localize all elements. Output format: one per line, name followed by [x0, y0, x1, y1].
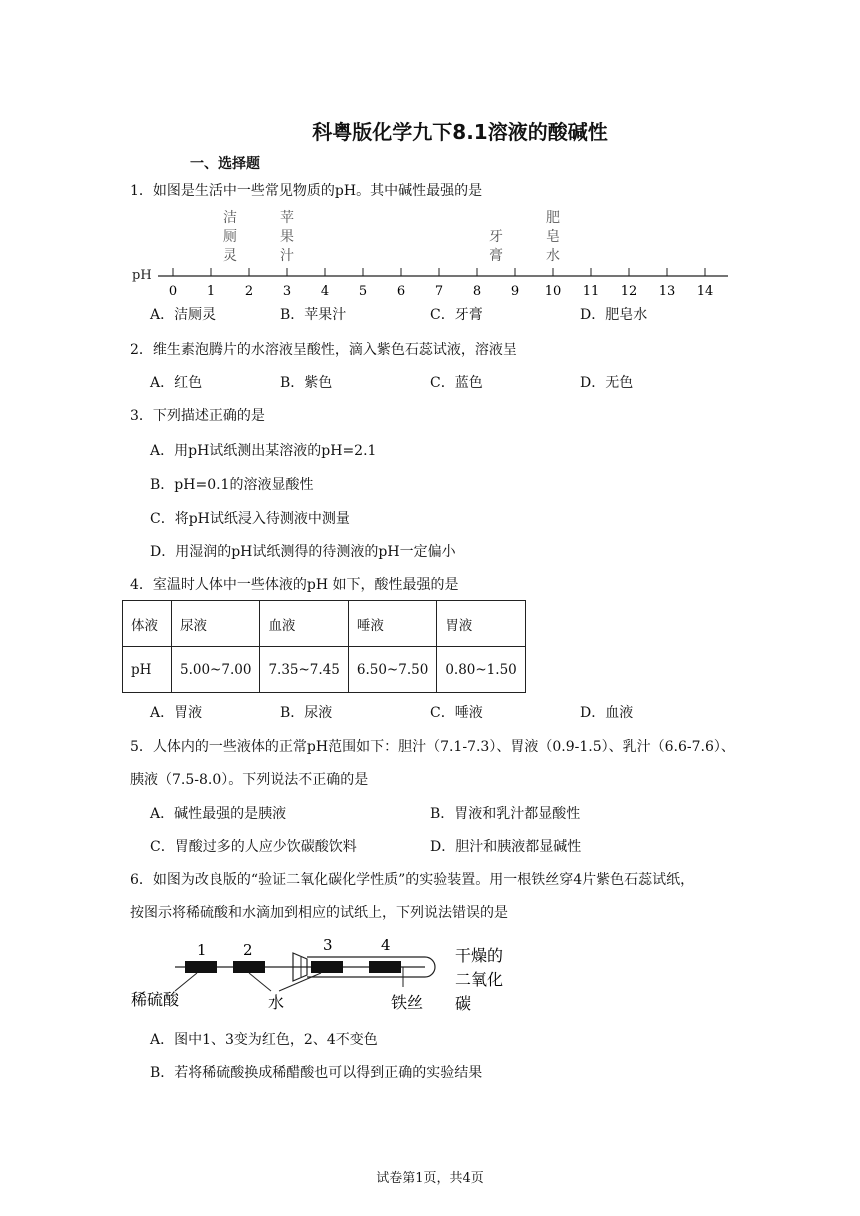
body-fluid-ph-table [122, 600, 526, 693]
q4-option-a[interactable]: A．胃液 [150, 705, 203, 721]
pointer-acid [175, 973, 197, 991]
question-1-stem: 1．如图是生活中一些常见物质的pH。其中碱性最强的是 [130, 183, 483, 199]
litmus-paper-3 [311, 961, 343, 973]
ph-tick-label: 12 [620, 284, 638, 299]
ph-substance-label: 灵 [223, 248, 237, 264]
litmus-paper-4 [369, 961, 401, 973]
ph-axis-label: pH [132, 268, 152, 283]
q6-option-b[interactable]: B．若将稀硫酸换成稀醋酸也可以得到正确的实验结果 [150, 1065, 483, 1081]
q1-option-a[interactable]: A．洁厕灵 [150, 307, 217, 323]
ph-tick-label: 7 [434, 284, 444, 299]
q2-option-b[interactable]: B．紫色 [280, 375, 333, 391]
q3-option-b[interactable]: B．pH=0.1的溶液显酸性 [150, 477, 314, 493]
ph-tick-label: 9 [510, 284, 520, 299]
ph-tick-label: 2 [244, 284, 254, 299]
question-5-stem-line2: 胰液（7.5-8.0）。下列说法不正确的是 [130, 772, 369, 788]
ph-substance-label: 膏 [489, 248, 503, 264]
q4-option-b[interactable]: B．尿液 [280, 705, 333, 721]
label-iron-wire: 铁丝 [391, 993, 424, 1012]
q5-option-b[interactable]: B．胃液和乳汁都显酸性 [430, 806, 581, 822]
table-cell: 5.00~7.00 [172, 647, 260, 693]
table-cell: 尿液 [172, 601, 260, 647]
ph-substance-label: 肥 [546, 210, 560, 226]
ph-substance-label: 厕 [223, 229, 237, 245]
question-5-stem-line1: 5．人体内的一些液体的正常pH范围如下：胆汁（7.1-7.3）、胃液（0.9-1.5）、乳汁（6.6-7.6）、 [130, 739, 735, 755]
paper-number-3: 3 [323, 936, 333, 954]
q5-option-d[interactable]: D．胆汁和胰液都显碱性 [430, 839, 582, 855]
paper-number-2: 2 [243, 941, 253, 959]
q1-option-c[interactable]: C．牙膏 [430, 307, 483, 323]
q3-option-d[interactable]: D．用湿润的pH试纸测得的待测液的pH一定偏小 [150, 544, 456, 560]
q1-option-b[interactable]: B．苹果汁 [280, 307, 347, 323]
table-cell: 体液 [123, 601, 172, 647]
table-cell: 7.35~7.45 [260, 647, 348, 693]
q2-option-a[interactable]: A．红色 [150, 375, 203, 391]
label-dry-co2-line3: 碳 [455, 994, 472, 1013]
table-cell: 唾液 [348, 601, 436, 647]
page-title: 科粤版化学九下8.1溶液的酸碱性 [312, 120, 608, 144]
table-cell: 胃液 [437, 601, 525, 647]
q2-option-c[interactable]: C．蓝色 [430, 375, 483, 391]
question-3-stem: 3．下列描述正确的是 [130, 408, 265, 424]
ph-tick-label: 4 [320, 284, 330, 299]
q5-option-c[interactable]: C．胃酸过多的人应少饮碳酸饮料 [150, 839, 357, 855]
q4-option-d[interactable]: D．血液 [580, 705, 634, 721]
question-2-stem: 2．维生素泡腾片的水溶液呈酸性，滴入紫色石蕊试液，溶液呈 [130, 342, 517, 358]
litmus-paper-2 [233, 961, 265, 973]
question-6-stem-line1: 6．如图为改良版的“验证二氧化碳化学性质”的实验装置。用一根铁丝穿4片紫色石蕊试纸， [130, 872, 695, 888]
q2-option-d[interactable]: D．无色 [580, 375, 634, 391]
q4-option-c[interactable]: C．唾液 [430, 705, 483, 721]
q1-option-d[interactable]: D．肥皂水 [580, 307, 648, 323]
ph-substance-label: 皂 [546, 229, 560, 245]
table-cell: 6.50~7.50 [348, 647, 436, 693]
table-row [123, 601, 526, 647]
q3-option-a[interactable]: A．用pH试纸测出某溶液的pH=2.1 [150, 443, 377, 459]
litmus-paper-1 [185, 961, 217, 973]
question-4-stem: 4．室温时人体中一些体液的pH 如下，酸性最强的是 [130, 577, 459, 593]
paper-number-4: 4 [381, 936, 391, 954]
ph-tick-label: 14 [696, 284, 714, 299]
ph-substance-label: 水 [546, 248, 560, 264]
q6-option-a[interactable]: A．图中1、3变为红色，2、4不变色 [150, 1032, 378, 1048]
ph-substance-label: 苹 [280, 210, 294, 226]
ph-tick-label: 6 [396, 284, 406, 299]
ph-tick-label: 0 [168, 284, 178, 299]
ph-tick-label: 5 [358, 284, 368, 299]
ph-tick-label: 11 [582, 284, 600, 299]
table-cell: pH [123, 647, 172, 693]
ph-tick-label: 13 [658, 284, 676, 299]
co2-experiment-diagram [125, 935, 525, 1015]
ph-tick-label: 10 [544, 284, 562, 299]
ph-tick-label: 1 [206, 284, 216, 299]
question-6-stem-line2: 按图示将稀硫酸和水滴加到相应的试纸上，下列说法错误的是 [130, 905, 508, 921]
ph-substance-label: 果 [280, 229, 294, 245]
ph-substance-label: 牙 [489, 229, 503, 245]
table-cell: 0.80~1.50 [437, 647, 525, 693]
ph-tick-label: 3 [282, 284, 292, 299]
pointer-water-left [249, 973, 271, 991]
ph-substance-label: 汁 [280, 248, 294, 264]
label-water: 水 [268, 993, 285, 1012]
section-heading: 一、选择题 [190, 156, 260, 172]
page-footer: 试卷第1页，共4页 [376, 1171, 484, 1186]
label-dry-co2-line1: 干燥的 [455, 946, 504, 965]
label-dilute-sulfuric-acid: 稀硫酸 [131, 990, 180, 1009]
pointer-water-right [279, 973, 321, 991]
ph-substance-label: 洁 [223, 210, 237, 226]
label-dry-co2-line2: 二氧化 [455, 970, 504, 989]
ph-scale-diagram [128, 204, 738, 302]
table-row [123, 647, 526, 693]
paper-number-1: 1 [197, 941, 207, 959]
ph-tick-label: 8 [472, 284, 482, 299]
q5-option-a[interactable]: A．碱性最强的是胰液 [150, 806, 287, 822]
table-cell: 血液 [260, 601, 348, 647]
q3-option-c[interactable]: C．将pH试纸浸入待测液中测量 [150, 511, 350, 527]
